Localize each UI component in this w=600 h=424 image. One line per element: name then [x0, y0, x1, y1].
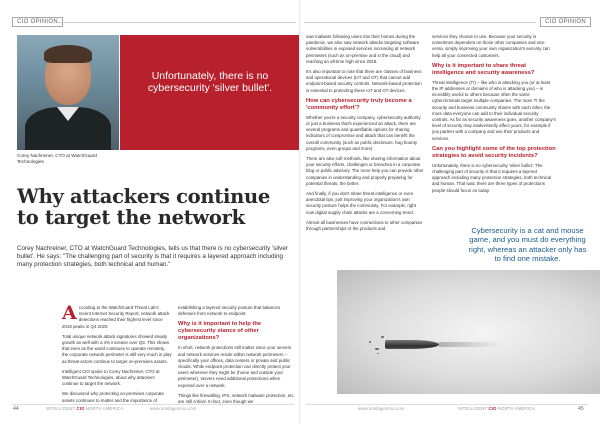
- portrait-photo: [17, 35, 119, 150]
- brand-prefix: INTELLIGENT: [46, 406, 76, 411]
- column-1-para-2: Total unique network attack signatures showed steady growth as well with a 4% increase over Q3. This shows that even as the world continues to operate remotely, the corporate network perimeter is still very much in play as threat actors continue to target on-premises assets.: [62, 333, 172, 364]
- hero-quote-box: [120, 35, 299, 150]
- column-1-para-3: Intelligent CIO spoke to Corey Nachreiner, CTO at WatchGuard Technologies, about why attackers continue to target the network.: [62, 368, 160, 387]
- column-3-para-6: Almost all businesses have connections to other companies through partnerships or the products and: [306, 219, 423, 232]
- pull-quote: Cybersecurity is a cat and mouse game, and you must do everything right, whereas an attacker only has to find one mistake.: [468, 226, 587, 263]
- section-tag-left: CIO OPINION: [12, 17, 63, 27]
- footer-url-left: www.intelligentcio.com: [150, 406, 197, 411]
- footer-brand-right: [458, 404, 535, 414]
- column-1-intro: [62, 302, 172, 330]
- page-gutter: [299, 0, 301, 424]
- header-rule-right: [304, 22, 536, 23]
- debris-fragment: [369, 341, 371, 343]
- column-3-para-5: And finally, if you don't share threat intelligence or even anecdotal tips, just improving your organization's own security posture helps the community. For example, right now digital supply chain attacks are a concerning trend.: [306, 191, 416, 215]
- column-2-subhead: Why is it important to help the cybersecurity stance of other organizations?: [178, 321, 262, 342]
- column-1-para-4: We discussed why protecting on-premises corporate assets continues to matter and the importance of: [62, 391, 164, 403]
- column-4-subhead-1: Why is it important to share threat intelligence and security awareness?: [432, 62, 535, 76]
- column-2-para-2: In short, network protections still matter since your servers and network services reside within network perimeters – specifically your offices, data centers or private and public clouds. While endpoint protection can directly protect your users wherever they might be (home and outside your perimeter), servers need additional protections when exposed over a network.: [178, 345, 292, 388]
- article-column-1: [62, 302, 172, 408]
- brand-suffix: NORTH AMERICA: [85, 406, 124, 411]
- article-column-2: [178, 305, 294, 409]
- debris-fragment: [381, 336, 384, 338]
- column-3-para-1: saw malware following users into their homes during the pandemic, we also saw network attacks targeting software vulnerabilities in exposed services increasing at network perimeters (such as on-premise and in the cloud) and reaching an all-time high since 2018.: [306, 34, 420, 64]
- hero-quote: Unfortunately, there is no cybersecurity 'silver bullet'.: [147, 70, 273, 94]
- article-column-4: [432, 34, 556, 198]
- column-3-para-2: It's also important to note that there are classes of business and operational devices (IoT and OT) that cannot add endpoint-based security controls. Network-based protection is essential to protecting these IoT and OT devices.: [306, 69, 422, 93]
- brand-prefix: INTELLIGENT: [458, 406, 488, 411]
- column-4-para-1: services they choose to use. Because your security is sometimes dependent on those other companies and vice versa, simply improving your own organization's security can help all your connected customers.: [432, 34, 550, 58]
- portrait-hair: [44, 45, 92, 63]
- page-number-right: 45: [578, 406, 584, 412]
- footer-rule-right: [306, 404, 588, 405]
- debris-fragment: [377, 353, 379, 354]
- column-4-para-3: Unfortunately, there is no cybersecurity 'silver bullet'. The challenging part of security is that it requires a layered approach including many protection strategies, both technical and human. That said, there are three types of protections people should focus on today.: [432, 162, 552, 193]
- brand-mark: CIO: [76, 406, 85, 411]
- column-1-para-1: ccording to the WatchGuard Threat Lab's recent Internet Security Report, network attack detections reached their highest level since 2018 peaks in Q4 2020.: [62, 305, 170, 329]
- footer-url-right: www.intelligentcio.com: [358, 406, 405, 411]
- section-tag-right: CIO OPINION: [540, 17, 591, 27]
- bullet-shell: [385, 340, 439, 349]
- article-standfirst: Corey Nachreiner, CTO at WatchGuard Technologies, tells us that there is no cybersecurity 'silver bullet'. He says: "The challenging part of security is that it requires a layered approach including many protection strategies, both technical and human.": [17, 245, 288, 268]
- footer-brand-left: [46, 404, 123, 414]
- debris-fragment: [375, 348, 379, 350]
- column-2-para-3: Things like firewalling, IPS, network malware protection, etc are still critical. In fact, even though we: [178, 392, 294, 405]
- column-3-subhead: How can cybersecurity truly become a 'community effort'?: [306, 97, 412, 111]
- column-3-para-4: There are also soft methods, like sharing information about your security efforts, challenges or breaches in a corporate blog or public advisory. The more help you can provide other companies in understanding and properly preparing for potential threats, the better.: [306, 156, 424, 186]
- page-number-left: 44: [13, 406, 19, 412]
- bullet-trail: [439, 342, 501, 347]
- column-2-para-1: establishing a layered security posture that balances defenses from network to endpoint.: [178, 305, 281, 317]
- column-4-para-2: Threat intelligence (TI) – like who is attacking you (or at least the IP addresses or domains of who is attacking you) – is incredibly useful to others because often the same cybercriminals target multiple companies. The more TI the security and business community shares with each other, the more data everyone can add to their individual security controls. As far as security awareness goes, another company's level of security may inadvertently affect yours, for example if you partner with a company and use their products and services.: [432, 79, 556, 141]
- article-column-3: [306, 34, 424, 236]
- column-4-subhead-2: Can you highlight some of the top protection strategies to avoid security incidents?: [432, 145, 556, 159]
- column-3-para-3: Whether you're a security company, cybersecurity authority or just a business that's experienced an attack, there are several programs and quantifiable options for sharing indicators of compromise and attack that can benefit the overall community (such as public disclosure, bug bounty programs, even groups and more).: [306, 114, 421, 151]
- brand-mark: CIO: [488, 406, 497, 411]
- drop-cap: A: [62, 302, 77, 324]
- article-headline: Why attackers continue to target the network: [17, 185, 270, 229]
- brand-suffix: NORTH AMERICA: [497, 406, 536, 411]
- photo-caption: Corey Nachreiner, CTO at WatchGuard Technologies: [17, 153, 97, 164]
- header-rule-left: [58, 22, 296, 23]
- bullet-image: [337, 270, 600, 394]
